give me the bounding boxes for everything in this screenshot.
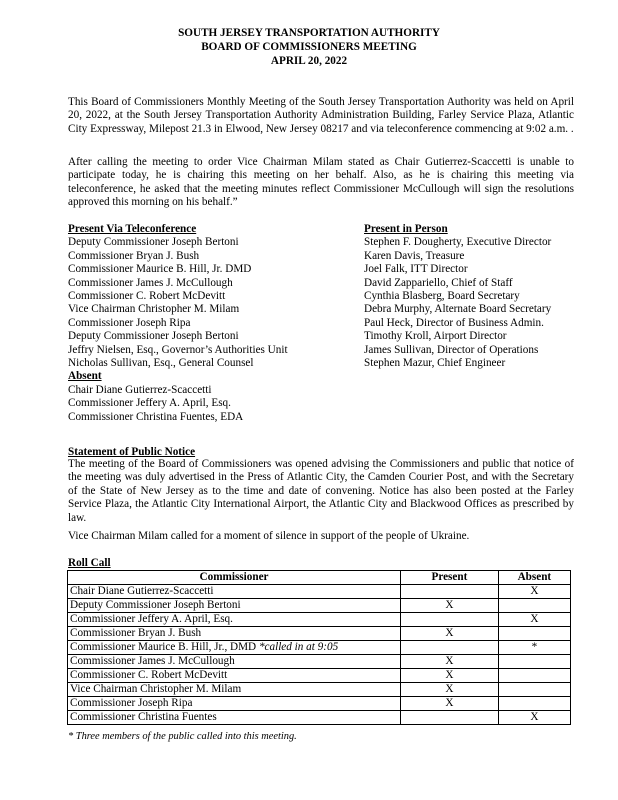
present-mark: X xyxy=(401,683,499,697)
table-row xyxy=(68,627,571,641)
attendee-name: Jeffry Nielsen, Esq., Governor’s Authorities Unit xyxy=(68,343,288,356)
absent-mark: * xyxy=(498,641,570,655)
attendee-name: Commissioner Joseph Ripa xyxy=(68,316,191,329)
commissioner-name: Commissioner James J. McCullough xyxy=(70,655,235,667)
staff-name: Joel Falk, ITT Director xyxy=(364,263,468,276)
commissioner-name: Commissioner Jeffery A. April, Esq. xyxy=(70,613,233,625)
commissioner-cell xyxy=(68,697,401,711)
absent-mark xyxy=(498,655,570,669)
attendee-name: Vice Chairman Christopher M. Milam xyxy=(68,303,240,316)
present-mark xyxy=(401,613,499,627)
present-teleconference-heading: Present Via Teleconference xyxy=(68,223,197,235)
staff-name: David Zappariello, Chief of Staff xyxy=(364,276,513,289)
table-row xyxy=(68,655,571,669)
commissioner-cell xyxy=(68,599,401,613)
absent-name: Chair Diane Gutierrez-Scaccetti xyxy=(68,383,212,396)
table-row xyxy=(68,599,571,613)
commissioner-name: Commissioner C. Robert McDevitt xyxy=(70,669,228,681)
table-row xyxy=(68,641,571,655)
commissioner-name: Commissioner Joseph Ripa xyxy=(70,697,193,709)
attendee-name: Commissioner James J. McCullough xyxy=(68,276,233,289)
table-row xyxy=(68,683,571,697)
present-mark: X xyxy=(401,669,499,683)
absent-mark xyxy=(498,627,570,641)
public-notice-heading: Statement of Public Notice xyxy=(68,446,196,458)
table-row xyxy=(68,697,571,711)
staff-name: Karen Davis, Treasure xyxy=(364,249,465,262)
attendee-name: Commissioner C. Robert McDevitt xyxy=(68,290,226,303)
absent-mark: X xyxy=(498,613,570,627)
document-header xyxy=(0,26,618,68)
header-date: APRIL 20, 2022 xyxy=(270,55,348,67)
absent-mark xyxy=(498,697,570,711)
absent-name: Commissioner Jeffery A. April, Esq. xyxy=(68,397,231,410)
present-mark: X xyxy=(401,599,499,613)
commissioner-name: Commissioner Bryan J. Bush xyxy=(70,627,202,639)
commissioner-cell xyxy=(68,613,401,627)
table-row xyxy=(68,669,571,683)
absent-list xyxy=(68,384,358,424)
staff-name: Timothy Kroll, Airport Director xyxy=(364,330,507,343)
absent-mark xyxy=(498,683,570,697)
attendee-name: Commissioner Bryan J. Bush xyxy=(68,249,200,262)
roll-call-body xyxy=(68,585,571,725)
roll-call-header-row xyxy=(68,571,571,585)
opening-paragraph: After calling the meeting to order Vice Chairman Milam stated as Chair Gutierrez-Scaccetti is unable to participate today, he is chairing this meeting on her behalf. Also, as he is chairing this meeting via teleconference, he asked that the meeting minutes reflect Commissioner McCullough will sign the resolutions approved this morning on his behalf.” xyxy=(68,156,574,209)
column-header-commissioner: Commissioner xyxy=(68,571,401,585)
commissioner-cell xyxy=(68,669,401,683)
column-header-present: Present xyxy=(401,571,499,585)
attendee-name: Commissioner Maurice B. Hill, Jr. DMD xyxy=(68,263,252,276)
roll-call-heading: Roll Call xyxy=(68,557,111,569)
commissioner-name: Chair Diane Gutierrez-Scaccetti xyxy=(70,585,214,597)
attendee-name: Deputy Commissioner Joseph Bertoni xyxy=(68,330,239,343)
commissioner-cell xyxy=(68,585,401,599)
column-header-absent: Absent xyxy=(498,571,570,585)
present-mark: X xyxy=(401,627,499,641)
left-attendance-column xyxy=(68,223,358,424)
commissioner-name: Deputy Commissioner Joseph Bertoni xyxy=(70,599,241,611)
header-meeting: BOARD OF COMMISSIONERS MEETING xyxy=(201,41,417,53)
intro-paragraph: This Board of Commissioners Monthly Meeting of the South Jersey Transportation Authority was held on April 20, 2022, at the South Jersey Transportation Authority Administration Building, Farley Service Plaza, Atlantic City Expressway, Milepost 21.3 in Elwood, New Jersey 08217 and via teleconference commencing at 9:02 a.m. . xyxy=(68,96,574,135)
present-mark xyxy=(401,585,499,599)
staff-name: Stephen Mazur, Chief Engineer xyxy=(364,357,506,370)
commissioner-cell xyxy=(68,655,401,669)
present-mark xyxy=(401,641,499,655)
absent-mark: X xyxy=(498,585,570,599)
attendee-name: Deputy Commissioner Joseph Bertoni xyxy=(68,236,239,249)
present-in-person-list xyxy=(364,236,584,370)
present-mark: X xyxy=(401,697,499,711)
commissioner-name: Commissioner Christina Fuentes xyxy=(70,711,217,723)
right-attendance-column xyxy=(364,223,584,370)
present-in-person-heading: Present in Person xyxy=(364,223,448,235)
present-teleconference-list xyxy=(68,236,358,370)
moment-of-silence-text: Vice Chairman Milam called for a moment of silence in support of the people of Ukraine. xyxy=(68,530,470,542)
commissioner-cell xyxy=(68,683,401,697)
commissioner-cell xyxy=(68,641,401,655)
header-authority: SOUTH JERSEY TRANSPORTATION AUTHORITY xyxy=(178,27,440,39)
absent-name: Commissioner Christina Fuentes, EDA xyxy=(68,410,244,423)
staff-name: Debra Murphy, Alternate Board Secretary xyxy=(364,303,552,316)
absent-mark: X xyxy=(498,711,570,725)
present-mark xyxy=(401,711,499,725)
absent-mark xyxy=(498,599,570,613)
roll-call-footnote: * Three members of the public called into this meeting. xyxy=(68,731,297,742)
staff-name: Stephen F. Dougherty, Executive Director xyxy=(364,236,552,249)
staff-name: James Sullivan, Director of Operations xyxy=(364,343,539,356)
commissioner-cell xyxy=(68,711,401,725)
present-mark: X xyxy=(401,655,499,669)
roll-call-table xyxy=(67,570,571,725)
table-row xyxy=(68,711,571,725)
staff-name: Cynthia Blasberg, Board Secretary xyxy=(364,290,520,303)
call-in-note: *called in at 9:05 xyxy=(258,641,339,653)
attendee-name: Nicholas Sullivan, Esq., General Counsel xyxy=(68,357,254,370)
absent-mark xyxy=(498,669,570,683)
absent-heading: Absent xyxy=(68,370,102,383)
commissioner-name: Commissioner Maurice B. Hill, Jr., DMD xyxy=(70,641,259,653)
staff-name: Paul Heck, Director of Business Admin. xyxy=(364,316,544,329)
public-notice-text: The meeting of the Board of Commissioners was opened advising the Commissioners and public that notice of the meeting was duly advertised in the Press of Atlantic City, the Camden Courier Post, and with the Secretary of the State of New Jersey as to the time and date of convening. Notice has also been posted at the Farley Service Plaza, the Atlantic City International Airport, the Atlantic City and Blackwood Offices as prescribed by law. xyxy=(68,458,574,524)
table-row xyxy=(68,613,571,627)
table-row xyxy=(68,585,571,599)
commissioner-name: Vice Chairman Christopher M. Milam xyxy=(70,683,242,695)
commissioner-cell xyxy=(68,627,401,641)
